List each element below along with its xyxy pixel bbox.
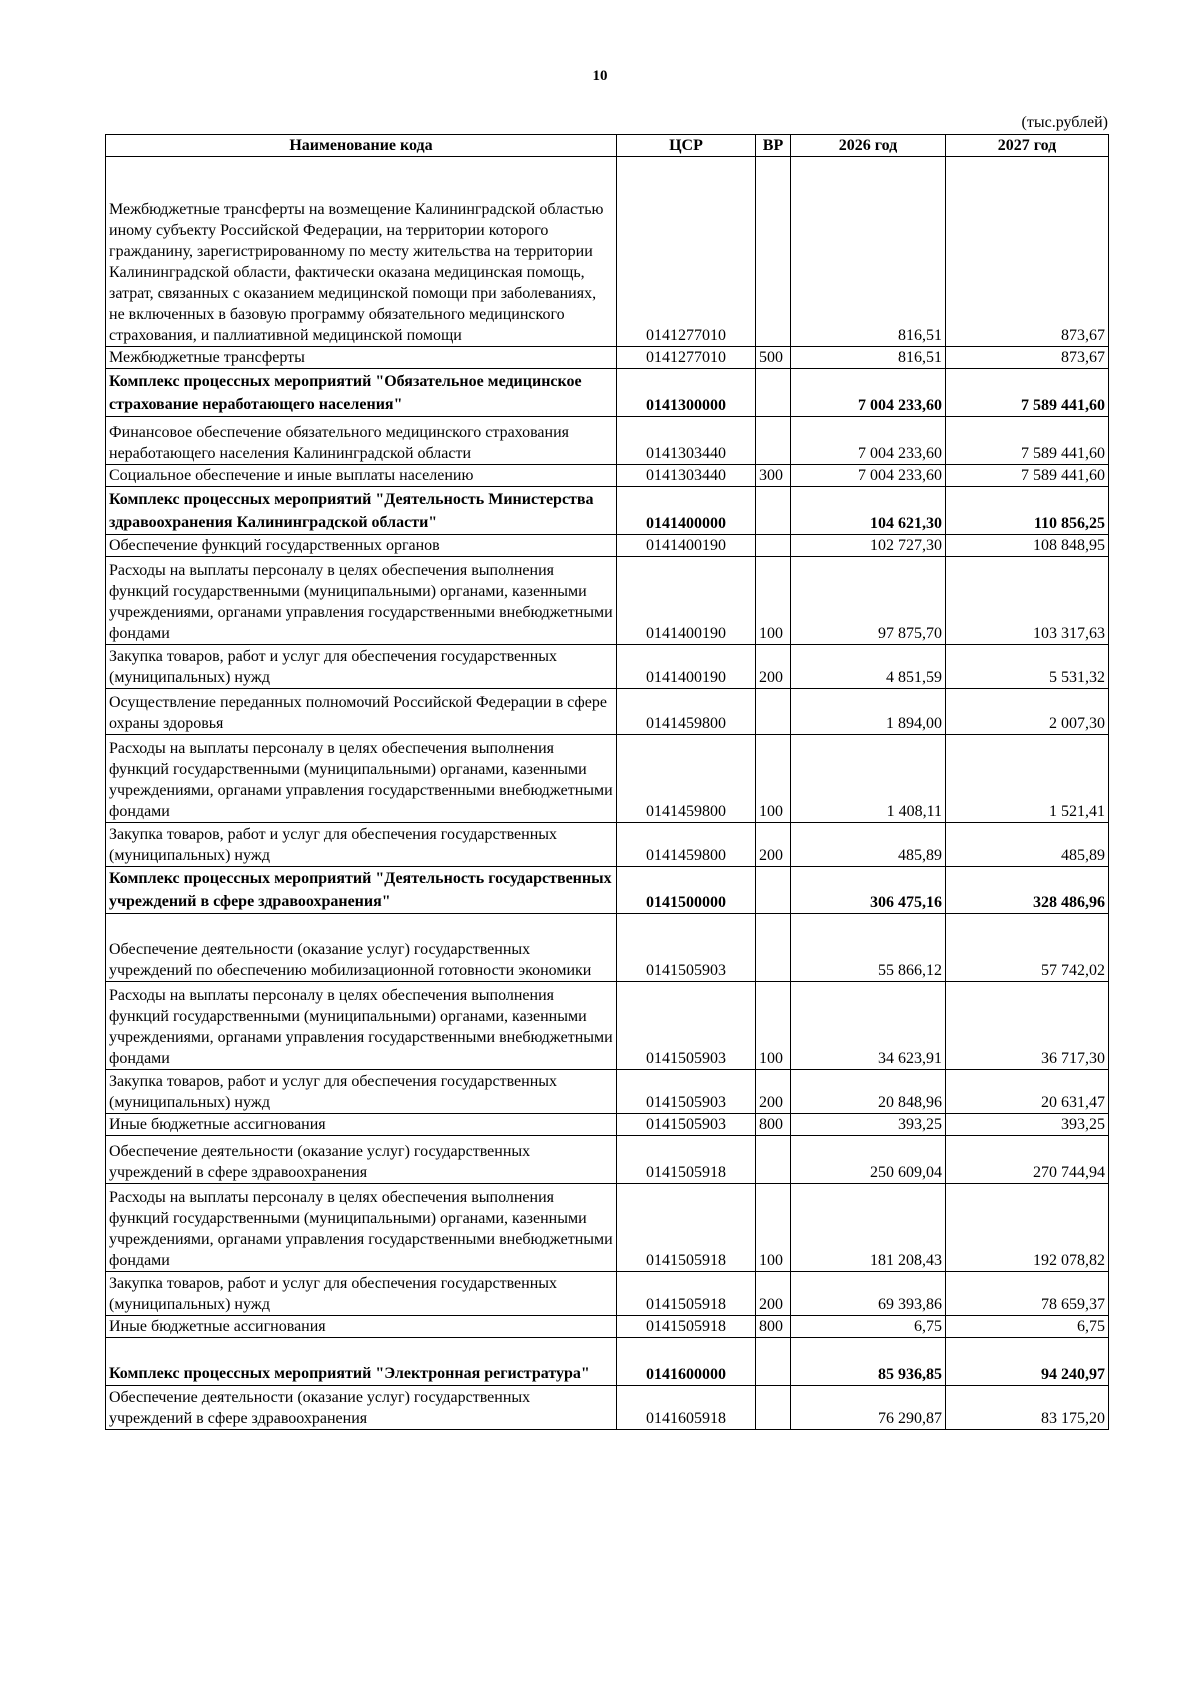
row-2027-cell: 1 521,41	[946, 735, 1109, 823]
row-name-cell: Межбюджетные трансферты	[106, 347, 617, 369]
header-2026: 2026 год	[791, 135, 946, 157]
row-2027-cell: 192 078,82	[946, 1184, 1109, 1272]
table-row	[106, 982, 1109, 1070]
table-row	[106, 735, 1109, 823]
table-row	[106, 1272, 1109, 1316]
row-2026-cell: 7 004 233,60	[791, 417, 946, 465]
row-vr-cell	[756, 369, 791, 417]
table-row	[106, 369, 1109, 417]
row-2026-cell: 1 894,00	[791, 689, 946, 735]
row-name-cell: Осуществление переданных полномочий Российской Федерации в сфере охраны здоровья	[106, 689, 617, 735]
row-csr-cell: 0141505918	[617, 1136, 756, 1184]
row-csr-cell: 0141277010	[617, 347, 756, 369]
table-row	[106, 347, 1109, 369]
row-2027-cell: 393,25	[946, 1114, 1109, 1136]
row-name-cell: Закупка товаров, работ и услуг для обеспечения государственных (муниципальных) нужд	[106, 823, 617, 867]
row-csr-cell: 0141400000	[617, 487, 756, 535]
row-csr-cell: 0141505903	[617, 982, 756, 1070]
row-csr-cell: 0141400190	[617, 645, 756, 689]
row-vr-cell	[756, 689, 791, 735]
row-2027-cell: 110 856,25	[946, 487, 1109, 535]
row-2026-cell: 4 851,59	[791, 645, 946, 689]
row-vr-cell	[756, 157, 791, 347]
row-2026-cell: 306 475,16	[791, 867, 946, 914]
row-csr-cell: 0141505903	[617, 1114, 756, 1136]
page-number: 10	[592, 68, 608, 84]
row-name-cell: Расходы на выплаты персоналу в целях обеспечения выполнения функций государственными (муниципальными) органами, казенными учреждениями, органами управления государственными внебюджетными фондами	[106, 557, 617, 645]
row-2026-cell: 76 290,87	[791, 1386, 946, 1430]
table-row	[106, 487, 1109, 535]
row-name-cell: Межбюджетные трансферты на возмещение Калининградской областью иному субъекту Российской Федерации, на территории которого гражданину, зарегистрированному по месту жительства на территории Калининградской области, фактически оказана медицинская помощь, затрат, связанных с оказанием медицинской помощи при заболеваниях, не включенных в базовую программу обязательного медицинского страхования, и паллиативной медицинской помощи	[106, 157, 617, 347]
row-vr-cell: 100	[756, 1184, 791, 1272]
row-vr-cell: 100	[756, 557, 791, 645]
row-csr-cell: 0141605918	[617, 1386, 756, 1430]
table-row	[106, 645, 1109, 689]
row-2027-cell: 328 486,96	[946, 867, 1109, 914]
header-csr: ЦСР	[617, 135, 756, 157]
row-2026-cell: 816,51	[791, 157, 946, 347]
row-2027-cell: 57 742,02	[946, 914, 1109, 982]
row-csr-cell: 0141505918	[617, 1316, 756, 1338]
row-name-cell: Комплекс процессных мероприятий "Деятельность государственных учреждений в сфере здравоохранения"	[106, 867, 617, 914]
row-2026-cell: 55 866,12	[791, 914, 946, 982]
row-2027-cell: 83 175,20	[946, 1386, 1109, 1430]
row-csr-cell: 0141303440	[617, 465, 756, 487]
row-name-cell: Обеспечение деятельности (оказание услуг) государственных учреждений по обеспечению мобилизационной готовности экономики	[106, 914, 617, 982]
row-2026-cell: 20 848,96	[791, 1070, 946, 1114]
row-csr-cell: 0141505918	[617, 1184, 756, 1272]
row-2027-cell: 108 848,95	[946, 535, 1109, 557]
row-csr-cell: 0141459800	[617, 689, 756, 735]
row-2026-cell: 816,51	[791, 347, 946, 369]
row-vr-cell: 500	[756, 347, 791, 369]
row-vr-cell: 100	[756, 735, 791, 823]
row-name-cell: Закупка товаров, работ и услуг для обеспечения государственных (муниципальных) нужд	[106, 645, 617, 689]
row-2027-cell: 103 317,63	[946, 557, 1109, 645]
row-vr-cell: 200	[756, 1272, 791, 1316]
row-name-cell: Расходы на выплаты персоналу в целях обеспечения выполнения функций государственными (муниципальными) органами, казенными учреждениями, органами управления государственными внебюджетными фондами	[106, 1184, 617, 1272]
row-csr-cell: 0141505903	[617, 1070, 756, 1114]
row-2027-cell: 7 589 441,60	[946, 417, 1109, 465]
row-2026-cell: 7 004 233,60	[791, 369, 946, 417]
table-row	[106, 1114, 1109, 1136]
table-row	[106, 557, 1109, 645]
row-csr-cell: 0141400190	[617, 557, 756, 645]
row-2027-cell: 78 659,37	[946, 1272, 1109, 1316]
row-2027-cell: 485,89	[946, 823, 1109, 867]
row-csr-cell: 0141505918	[617, 1272, 756, 1316]
row-2026-cell: 1 408,11	[791, 735, 946, 823]
row-2026-cell: 34 623,91	[791, 982, 946, 1070]
row-2027-cell: 2 007,30	[946, 689, 1109, 735]
row-2027-cell: 7 589 441,60	[946, 465, 1109, 487]
row-2027-cell: 873,67	[946, 157, 1109, 347]
row-name-cell: Закупка товаров, работ и услуг для обеспечения государственных (муниципальных) нужд	[106, 1070, 617, 1114]
row-vr-cell	[756, 867, 791, 914]
row-vr-cell	[756, 1386, 791, 1430]
row-2027-cell: 873,67	[946, 347, 1109, 369]
row-2026-cell: 181 208,43	[791, 1184, 946, 1272]
row-name-cell: Расходы на выплаты персоналу в целях обеспечения выполнения функций государственными (муниципальными) органами, казенными учреждениями, органами управления государственными внебюджетными фондами	[106, 982, 617, 1070]
table-row	[106, 417, 1109, 465]
table-row	[106, 1316, 1109, 1338]
row-name-cell: Иные бюджетные ассигнования	[106, 1316, 617, 1338]
row-name-cell: Закупка товаров, работ и услуг для обеспечения государственных (муниципальных) нужд	[106, 1272, 617, 1316]
row-2026-cell: 485,89	[791, 823, 946, 867]
table-row	[106, 689, 1109, 735]
row-2026-cell: 102 727,30	[791, 535, 946, 557]
row-csr-cell: 0141459800	[617, 823, 756, 867]
table-row	[106, 465, 1109, 487]
row-name-cell: Комплекс процессных мероприятий "Деятельность Министерства здравоохранения Калининградской области"	[106, 487, 617, 535]
table-row	[106, 914, 1109, 982]
row-name-cell: Комплекс процессных мероприятий "Обязательное медицинское страхование неработающего населения"	[106, 369, 617, 417]
table-row	[106, 1184, 1109, 1272]
row-2026-cell: 250 609,04	[791, 1136, 946, 1184]
row-2027-cell: 6,75	[946, 1316, 1109, 1338]
row-2026-cell: 393,25	[791, 1114, 946, 1136]
row-name-cell: Финансовое обеспечение обязательного медицинского страхования неработающего населения Калининградской области	[106, 417, 617, 465]
row-vr-cell	[756, 487, 791, 535]
header-vr: ВР	[756, 135, 791, 157]
row-vr-cell	[756, 417, 791, 465]
header-row	[106, 135, 1109, 157]
row-vr-cell: 200	[756, 823, 791, 867]
row-csr-cell: 0141303440	[617, 417, 756, 465]
row-name-cell: Обеспечение деятельности (оказание услуг) государственных учреждений в сфере здравоохранения	[106, 1386, 617, 1430]
table-row	[106, 1386, 1109, 1430]
header-2027: 2027 год	[946, 135, 1109, 157]
row-vr-cell	[756, 1338, 791, 1386]
row-vr-cell	[756, 1136, 791, 1184]
row-name-cell: Обеспечение функций государственных органов	[106, 535, 617, 557]
row-csr-cell: 0141505903	[617, 914, 756, 982]
row-vr-cell: 100	[756, 982, 791, 1070]
row-name-cell: Комплекс процессных мероприятий "Электронная регистратура"	[106, 1338, 617, 1386]
row-csr-cell: 0141500000	[617, 867, 756, 914]
table-row	[106, 1338, 1109, 1386]
row-name-cell: Иные бюджетные ассигнования	[106, 1114, 617, 1136]
header-name: Наименование кода	[106, 135, 617, 157]
row-2026-cell: 85 936,85	[791, 1338, 946, 1386]
table-row	[106, 157, 1109, 347]
row-vr-cell: 800	[756, 1114, 791, 1136]
table-row	[106, 1070, 1109, 1114]
row-2026-cell: 104 621,30	[791, 487, 946, 535]
row-2026-cell: 97 875,70	[791, 557, 946, 645]
row-2027-cell: 7 589 441,60	[946, 369, 1109, 417]
row-2026-cell: 69 393,86	[791, 1272, 946, 1316]
units-label: (тыс.рублей)	[1021, 114, 1108, 131]
row-csr-cell: 0141277010	[617, 157, 756, 347]
row-name-cell: Обеспечение деятельности (оказание услуг) государственных учреждений в сфере здравоохранения	[106, 1136, 617, 1184]
row-name-cell: Социальное обеспечение и иные выплаты населению	[106, 465, 617, 487]
budget-table	[105, 134, 1109, 1430]
row-2027-cell: 270 744,94	[946, 1136, 1109, 1184]
table-row	[106, 867, 1109, 914]
row-2027-cell: 20 631,47	[946, 1070, 1109, 1114]
table-row	[106, 1136, 1109, 1184]
row-vr-cell: 300	[756, 465, 791, 487]
table-row	[106, 535, 1109, 557]
row-2026-cell: 7 004 233,60	[791, 465, 946, 487]
table-row	[106, 823, 1109, 867]
row-2026-cell: 6,75	[791, 1316, 946, 1338]
row-csr-cell: 0141400190	[617, 535, 756, 557]
row-2027-cell: 94 240,97	[946, 1338, 1109, 1386]
row-vr-cell: 200	[756, 645, 791, 689]
row-vr-cell	[756, 914, 791, 982]
row-vr-cell	[756, 535, 791, 557]
row-2027-cell: 36 717,30	[946, 982, 1109, 1070]
row-2027-cell: 5 531,32	[946, 645, 1109, 689]
row-csr-cell: 0141600000	[617, 1338, 756, 1386]
row-vr-cell: 200	[756, 1070, 791, 1114]
row-csr-cell: 0141459800	[617, 735, 756, 823]
row-vr-cell: 800	[756, 1316, 791, 1338]
row-csr-cell: 0141300000	[617, 369, 756, 417]
row-name-cell: Расходы на выплаты персоналу в целях обеспечения выполнения функций государственными (муниципальными) органами, казенными учреждениями, органами управления государственными внебюджетными фондами	[106, 735, 617, 823]
